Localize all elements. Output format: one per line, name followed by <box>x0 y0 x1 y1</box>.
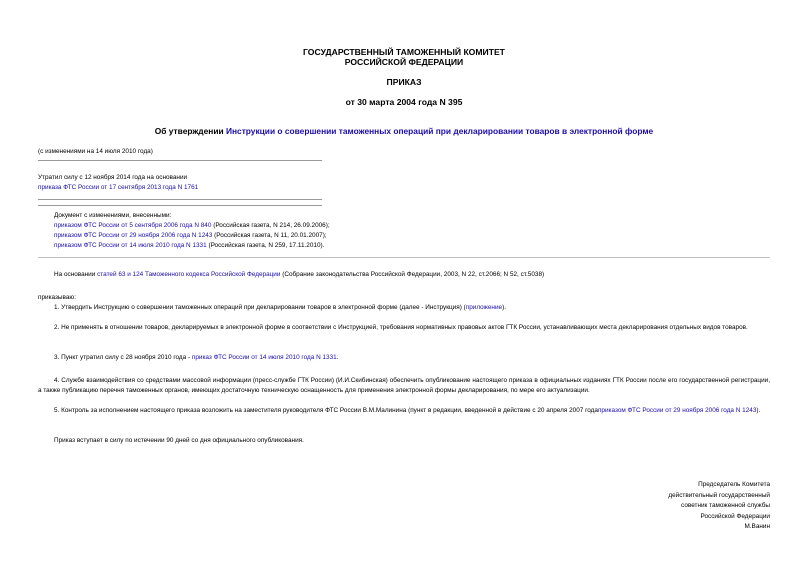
item-3-link[interactable]: приказ ФТС России от 14 июля 2010 года N 1331 <box>191 354 337 361</box>
signature-line: Российской Федерации <box>700 512 770 520</box>
changes-item <box>54 241 770 251</box>
changes-item-source: (Российская газета, N 259, 17.11.2010). <box>206 242 325 249</box>
item-5 <box>38 406 770 416</box>
changes-item-link[interactable]: приказом ФТС России от 14 июля 2010 года N 1331 <box>54 242 207 249</box>
item-6: Приказ вступает в силу по истечении 90 дней со дня официального опубликования. <box>54 437 304 444</box>
changes-item-source: (Российская газета, N 214, 26.09.2006); <box>211 222 330 229</box>
signature-line: Председатель Комитета <box>698 481 770 488</box>
signature-line: действительный государственный <box>668 491 770 499</box>
title-instruction-link[interactable]: Инструкции о совершении таможенных операций при декларировании товаров в электронной форме <box>225 126 654 136</box>
changes-item-link[interactable]: приказом ФТС России от 29 ноября 2006 года N 1243 <box>54 232 213 239</box>
signature-name: М.Ванин <box>744 523 770 530</box>
basis-code-link[interactable]: статей 63 и 124 Таможенного кодекса Российской Федерации <box>97 271 281 278</box>
item-3 <box>38 353 770 363</box>
doc-title <box>38 126 770 136</box>
item-3-end: . <box>336 354 339 361</box>
appendix-link[interactable]: приложение <box>465 304 503 311</box>
order-word: приказываю: <box>38 294 76 301</box>
item-1-end: ). <box>502 304 506 311</box>
doc-type: ПРИКАЗ <box>386 77 422 87</box>
invalid-basis-link[interactable]: приказа ФТС России от 17 сентября 2013 года N 1761 <box>38 184 199 191</box>
divider <box>38 205 322 206</box>
basis-prefix: На основании <box>54 271 98 278</box>
divider <box>38 160 322 161</box>
title-prefix: Об утверждении <box>154 126 226 136</box>
item-5-end: ). <box>756 407 761 414</box>
item-3-text: 3. Пункт утратил силу с 28 ноября 2010 года - <box>54 354 192 361</box>
org-name-line1: ГОСУДАРСТВЕННЫЙ ТАМОЖЕННЫЙ КОМИТЕТ <box>303 47 505 57</box>
invalid-notice-link-line <box>38 183 770 193</box>
item-5-text: 5. Контроль за исполнением настоящего приказа возложить на заместителя руководителя ФТС России В.М.Малинина (пункт в редакции, введенной в действие с 20 апреля 2007 года <box>54 407 598 414</box>
changes-item-link[interactable]: приказом ФТС России от 5 сентября 2006 года N 840 <box>54 222 212 229</box>
item-2: 2. Не применять в отношении товаров, декларируемых в электронной форме в соответствии с Инструкцией, требования нормативных правовых актов ГТК России, устанавливающих места декларирования отдельных видов товаров. <box>54 324 748 331</box>
divider <box>38 199 322 200</box>
item-1-text: 1. Утвердить Инструкцию о совершении таможенных операций при декларировании товаров в электронной форме (далее - Инструкция) ( <box>54 304 466 311</box>
org-name-line2: РОССИЙСКОЙ ФЕДЕРАЦИИ <box>344 57 464 67</box>
divider <box>38 257 770 258</box>
item-4: 4. Службе взаимодействия со средствами массовой информации (пресс-службе ГТК России) (И.И.Скибинская) обеспечить опубликование настоящего приказа в официальных изданиях ГТК России после его государственной регистрации, а также публикацию перечня таможенных органов, имеющих достаточную техническую оснащенность для применения электронной формы декларирования, по мере его актуализации. <box>38 377 770 394</box>
basis-paragraph <box>54 270 770 280</box>
changes-intro: Документ с изменениями, внесенными: <box>54 212 172 219</box>
basis-source: (Собрание законодательства Российской Федерации, 2003, N 22, ст.2066; N 52, ст.5038) <box>280 271 545 278</box>
amendment-note: (с изменениями на 14 июля 2010 года) <box>38 148 153 155</box>
doc-date: от 30 марта 2004 года N 395 <box>345 97 463 107</box>
item-5-link[interactable]: приказом ФТС России от 29 ноября 2006 года N 1243 <box>597 407 757 414</box>
signature-line: советник таможенной службы <box>681 502 770 509</box>
item-1 <box>38 303 770 313</box>
invalid-notice: Утратил силу с 12 ноября 2014 года на основании <box>38 174 188 181</box>
changes-item-source: (Российская газета, N 11, 20.01.2007); <box>212 232 327 239</box>
changes-item <box>54 221 770 231</box>
changes-item <box>54 231 770 241</box>
